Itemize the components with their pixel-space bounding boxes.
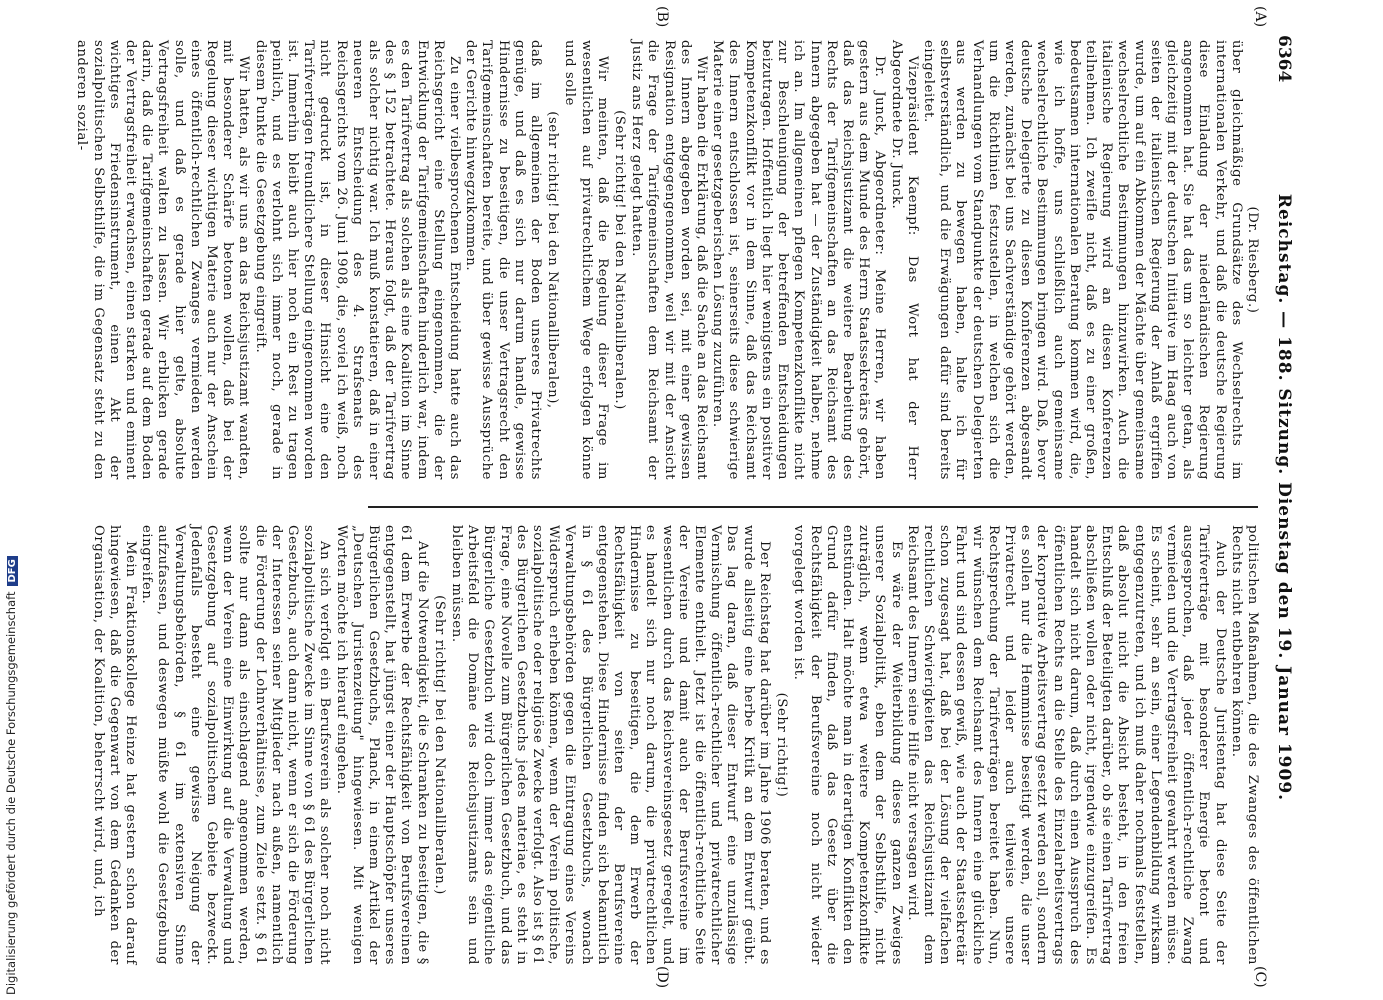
right-column bbox=[89, 525, 1260, 965]
paragraph: An sich verfolgt ein Berufsverein als solcher noch nicht sozialpolitische Zwecke im Sinne von § 61 des Bürgerlichen Gesetzbuchs, auch dann nicht, wenn er sich die Förderung der Interessen seiner Mitglieder nach außen, namentlich die Förderung der Lohnverhältnisse, zum Ziele setzt. § 61 sollte nur dann als einschlagend angenommen werden, wenn der Verein eine Einwirkung auf die Verwaltung und Gesetzgebung auf sozialpolitischem Gebiete bezweckt. Jedenfalls besteht eine gewisse Neigung der Verwaltungsbehörden, § 61 im extensiven Sinne aufzufassen, und deswegen müßte wohl die Gesetzgebung eingreifen. bbox=[139, 525, 333, 965]
paragraph: Wir hatten, als wir uns an das Reichsjustizamt wandten, mit besonderer Schärfe betonen wollen, daß bei der Regelung dieser wichtigen Materie auch nur der Anschein eines öffentlich-rechtlichen Zwanges vermieden werden solle, und daß es gerade hier gelte, absolute Vertragsfreiheit walten zu lassen. Wir erblicken gerade darin, daß die Tarifgemeinschaften gerade auf dem Boden der Vertragsfreiheit erwachsen, einen starken und eminent wichtiges Friedensinstrument, einen Akt der sozialpolitischen Selbsthilfe, die im Gegensatz steht zu den anderen sozial- bbox=[74, 40, 252, 480]
sponsor-text: Digitalisierung gefördert durch die Deutsche Forschungsgemeinschaft bbox=[4, 591, 18, 995]
sponsor-note bbox=[4, 556, 18, 995]
interjection: (Sehr richtig! bei den Nationalliberalen.) bbox=[431, 595, 447, 895]
page-number: 6364 bbox=[1274, 35, 1294, 83]
margin-marker-b: (B) bbox=[654, 6, 670, 28]
dfg-logo: DFG bbox=[7, 556, 18, 585]
page-header bbox=[1268, 35, 1304, 960]
paragraph: daß im allgemeinen der Boden unseres Privatrechts genüge, und daß es sich nur darum handle, gewisse Hindernisse zu beseitigen, die unser Vertragsrecht den Tarifgemeinschaften bereite, und über gewisse Aussprüche der Gerichte hinwegzukommen. bbox=[463, 40, 544, 480]
margin-marker-c: (C) bbox=[1252, 966, 1268, 988]
paragraph: Wir meinten, daß die Regelung dieser Frage im wesentlichen auf privatrechtlichem Wege erfolgen könne und solle bbox=[562, 40, 610, 480]
paragraph: Wir haben die Erklärung, daß die Sache an das Reichsamt des Innern abgegeben worden sei, mit einer gewissen Resignation entgegengenommen, weil wir mit der Ansicht die Frage der Tarifgemeinschaften dem Reichsamt der Justiz ans Herz gelegt hatten. bbox=[629, 40, 710, 480]
paragraph: Zu einer vielbesprochenen Entscheidung hatte auch das Reichsgericht eine Stellung eingenommen, die der Entwicklung der Tarifgemeinschaften hinderlich war, indem es den Tarifvertrag als solchen als eine Koalition im Sinne des § 152 betrachtete. Heraus folgt, daß der Tarifvertrag als solcher nichtig war. Ich muß konstatieren, daß in einer neueren Entscheidung des 4. Strafsenats des Reichsgerichts vom 26. Juni 1908, die, soviel ich weiß, noch nicht gedruckt ist, in dieser Hinsicht eine den Tarifverträgen freundlichere Stellung eingenommen worden ist. Immerhin bleibt auch hier noch ein Rest zu tragen peinlich, und es verlohnt sich immer noch, gerade in diesem Punkte die Gesetzgebung eingreift. bbox=[252, 40, 463, 480]
margin-marker-a: (A) bbox=[1252, 6, 1268, 28]
speaker-tag: (Dr. Riesberg.) bbox=[1245, 206, 1260, 314]
paragraph: Der Reichstag hat darüber im Jahre 1906 beraten, und es wurde allseitig eine herbe Kritik an dem Entwurf geübt. Das lag daran, daß dieser Entwurf eine unzulässige Vermischung öffentlich-rechtlicher und privatrechtlicher Elemente enthielt. Jetzt ist die öffentlich-rechtliche Seite der Vereine und damit auch der Berufsvereine im wesentlichen durch das Reichsvereinsgesetz geregelt, und es handelt sich nur noch darum, die privatrechtlichen Hindernisse zu beseitigen, die dem Erwerb der Rechtsfähigkeit von seiten der Berufsvereine entgegenstehen. Diese Hindernisse finden sich bekanntlich in § 61 des Bürgerlichen Gesetzbuchs, wonach Verwaltungsbehörden gegen die Eintragung eines Vereins Widerspruch erheben können, wenn der Verein politische, sozialpolitische oder religiöse Zwecke verfolgt. Also ist § 61 des Bürgerlichen Gesetzbuchs jedes materiae, es steht in Frage, eine Novelle zum Bürgerlichen Gesetzbuch, und das Bürgerliche Gesetzbuch wird doch immer das eigentliche Arbeitsfeld die Domäne des Reichsjustizamts sein und bleiben müssen. bbox=[449, 525, 772, 965]
left-column bbox=[73, 40, 1260, 480]
paragraph: Auf die Notwendigkeit, die Schranken zu beseitigen, die § 61 dem Erwerbe der Rechtsfähigkeit von Berufsvereinen entgegenstellt, hat jüngst einer der Hauptschöpfer unseres Bürgerlichen Gesetzbuchs, Planck, in einem Artikel der „Deutschen Juristenzeitung" hingewiesen. Mit wenigen Worten möchte ich hierauf eingehen. bbox=[333, 525, 430, 965]
paragraph: Auch der Deutsche Juristentag hat diese Seite der Tarifverträge mit besonderer Energie betont und ausgesprochen, daß jeder öffentlich-rechtliche Zwang vermieden und die Vertragsfreiheit gewahrt werden müsse. Es scheint, sehr an sein, einer Legendenbildung wirksam entgegenzutreten, und ich muß daher nochmals feststellen, daß absolut nicht die Absicht besteht, in den freien Entschluß der Beteiligten darüber, ob sie einen Tarifvertrag abschließen wollen oder nicht, irgendwie einzugreifen. Es handelt sich nicht darum, daß durch einen Ausspruch des öffentlichen Rechts an die Stelle des Einzelarbeitsvertrags der korporative Arbeitsvertrag gesetzt werden soll, sondern es sollen nur die Hemmnisse beseitigt werden, die unser Privatrecht und leider auch teilweise unsere Rechtsprechung der Tarifverträgen bereitet haben. Nun, wir wünschen dem Reichsamt des Innern eine glückliche Fahrt und sind dessen gewiß, wie auch der Staatssekretär schon zugesagt hat, daß bei der Lösung der vielfachen rechtlichen Schwierigkeiten das Reichsjustizamt dem Reichsamt des Innern seine Hilfe nicht versagen wird. bbox=[904, 525, 1228, 965]
paragraph: Vizepräsident Kaempf: Das Wort hat der Herr Abgeordnete Dr. Junck. bbox=[888, 40, 920, 480]
digitization-sidebar bbox=[0, 0, 28, 1000]
paragraph: Dr. Junck, Abgeordneter: Meine Herren, wir haben gestern aus dem Munde des Herrn Staatssekretärs gehört, daß das Reichsjustizamt die weitere Bearbeitung des Rechts der Tarifgemeinschaften an das Reichsamt des Innern abgegeben hat — der Zuständigkeit halber, nehme ich an. Im allgemeinen pflegen Kompetenzkonflikte nicht zur Beschleunigung der betreffenden Entscheidungen beizutragen. Hoffentlich liegt hier wenigstens ein positiver Kompetenzkonflikt vor in dem Sinne, daß das Reichsamt des Innern entschlossen ist, seinerseits diese schwierige Materie einer gesetzgeberischen Lösung zuzuführen. bbox=[710, 40, 888, 480]
paragraph: politischen Maßnahmen, die des Zwanges des öffentlichen Rechts nicht entbehren können. bbox=[1228, 525, 1260, 965]
paragraph: Mein Fraktionskollege Heinze hat gestern schon darauf hingewiesen, daß die Gegenwart von dem Gedanken der Organisation, der Koalition, beherrscht wird, und, ich bbox=[90, 525, 138, 965]
interjection: (Sehr richtig! bei den Nationalliberalen.) bbox=[612, 110, 628, 410]
column-divider bbox=[368, 506, 1258, 508]
margin-marker-d: (D) bbox=[654, 966, 670, 989]
paragraph: Es wäre der Weiterbildung dieses ganzen Zweiges unserer Sozialpolitik, eben dem der Selbsthilfe, nicht zuträglich, wenn etwa weitere Kompetenzkonflikte entstünden. Halt möchte man in derartigen Konflikten den Grund dafür finden, daß das Gesetz über die Rechtsfähigkeit der Berufsvereine noch nicht wieder vorgelegt worden ist. bbox=[791, 525, 904, 965]
interjection: (Sehr richtig!) bbox=[774, 692, 790, 798]
paragraph: über gleichmäßige Grundsätze des Wechselrechts im internationalen Verkehr, und daß die deutsche Regierung diese Einladung der niederländischen Regierung angenommen hat. Sie hat das um so leichter getan, als gleichzeitig mit der deutschen Initiative im Haag auch von seiten der italienischen Regierung der Anlaß ergriffen wurde, um auf ein Abkommen der Mächte über gemeinsame wechselrechtliche Bestimmungen hinzuwirken. Auch die italienische Regierung wird an diesen Konferenzen teilnehmen. Ich zweifle nicht, daß es zu einer großen, bedeutsamen internationalen Beratung kommen wird, die, wie ich hoffe, uns schließlich auch gemeinsame wechselrechtliche Bestimmungen bringen wird. Daß, bevor deutsche Delegierte zu diesen Konferenzen abgesandt werden, zunächst bei uns Sachverständige gehört werden, um die Richtlinien festzustellen, in welchen sich die Verhandlungen vom Standpunkte der deutschen Delegierten aus werden zu bewegen haben, halte ich für selbstverständlich, und die Erwägungen dafür sind bereits eingeleitet. bbox=[920, 40, 1244, 480]
interjection: (sehr richtig! bei den Nationalliberalen), bbox=[545, 111, 561, 409]
page-title: Reichstag. — 188. Sitzung. Dienstag den 19. Januar 1909. bbox=[1274, 193, 1294, 802]
